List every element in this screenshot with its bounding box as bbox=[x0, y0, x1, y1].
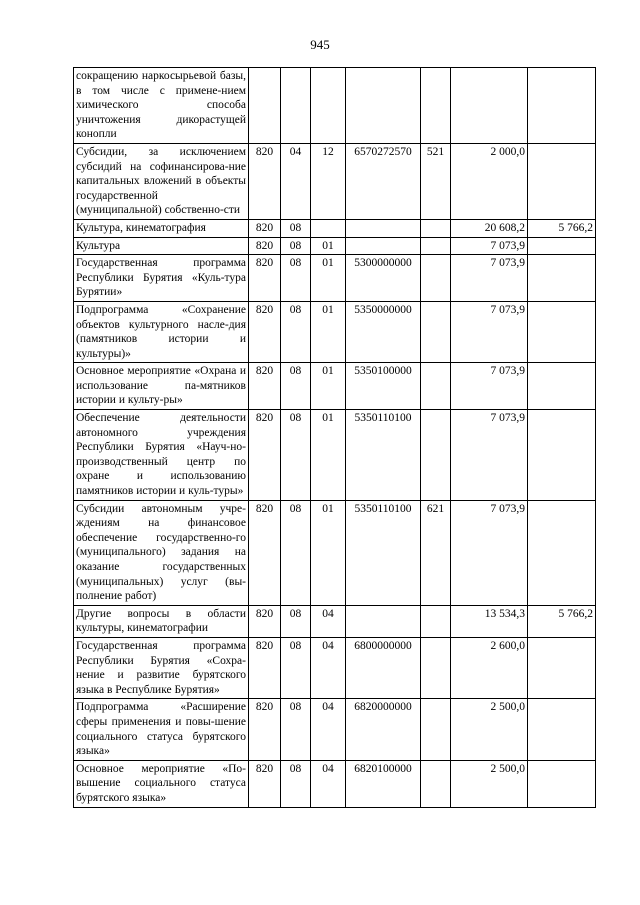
subsection-code-cell: 01 bbox=[311, 255, 346, 302]
expense-type-cell bbox=[421, 255, 451, 302]
table-row bbox=[74, 699, 596, 760]
target-article-cell bbox=[346, 605, 421, 637]
table-row bbox=[74, 637, 596, 698]
row-name-cell: сокращению наркосырьевой базы, в том числе с примене-нием химического способа уничтожения дикорастущей конопли bbox=[74, 68, 249, 144]
expense-type-cell bbox=[421, 68, 451, 144]
subvention-amount-cell bbox=[528, 237, 596, 255]
amount-cell bbox=[451, 68, 528, 144]
admin-code-cell: 820 bbox=[249, 500, 281, 605]
section-code-cell: 08 bbox=[281, 363, 311, 410]
row-name-cell: Основное мероприятие «По-вышение социального статуса бурятского языка» bbox=[74, 760, 249, 807]
expense-type-cell bbox=[421, 410, 451, 501]
section-code-cell: 08 bbox=[281, 500, 311, 605]
amount-cell: 13 534,3 bbox=[451, 605, 528, 637]
expense-type-cell bbox=[421, 301, 451, 362]
expense-type-cell bbox=[421, 637, 451, 698]
table-row bbox=[74, 760, 596, 807]
subvention-amount-cell bbox=[528, 143, 596, 219]
row-name-cell: Субсидии, за исключением субсидий на софинансирова-ние капитальных вложений в объекты государственной (муниципальной) собственно-сти bbox=[74, 143, 249, 219]
target-article-cell bbox=[346, 237, 421, 255]
subvention-amount-cell bbox=[528, 500, 596, 605]
row-name-cell: Подпрограмма «Расширение сферы применения и повы-шение социального статуса бурятского языка» bbox=[74, 699, 249, 760]
section-code-cell: 08 bbox=[281, 605, 311, 637]
subvention-amount-cell bbox=[528, 637, 596, 698]
section-code-cell: 08 bbox=[281, 237, 311, 255]
section-code-cell: 04 bbox=[281, 143, 311, 219]
amount-cell: 2 500,0 bbox=[451, 760, 528, 807]
admin-code-cell: 820 bbox=[249, 219, 281, 237]
target-article-cell: 5350100000 bbox=[346, 363, 421, 410]
row-name-cell: Государственная программа Республики Бурятия «Куль-тура Бурятии» bbox=[74, 255, 249, 302]
subsection-code-cell: 04 bbox=[311, 637, 346, 698]
subsection-code-cell: 04 bbox=[311, 605, 346, 637]
budget-table bbox=[73, 67, 596, 808]
row-name-cell: Культура, кинематография bbox=[74, 219, 249, 237]
admin-code-cell: 820 bbox=[249, 760, 281, 807]
table-row bbox=[74, 237, 596, 255]
subsection-code-cell bbox=[311, 68, 346, 144]
target-article-cell: 6800000000 bbox=[346, 637, 421, 698]
expense-type-cell bbox=[421, 760, 451, 807]
target-article-cell: 6820100000 bbox=[346, 760, 421, 807]
row-name-cell: Другие вопросы в области культуры, кинематографии bbox=[74, 605, 249, 637]
admin-code-cell bbox=[249, 68, 281, 144]
admin-code-cell: 820 bbox=[249, 637, 281, 698]
amount-cell: 7 073,9 bbox=[451, 237, 528, 255]
table-row bbox=[74, 500, 596, 605]
target-article-cell: 5350000000 bbox=[346, 301, 421, 362]
section-code-cell: 08 bbox=[281, 255, 311, 302]
table-row bbox=[74, 410, 596, 501]
subsection-code-cell: 01 bbox=[311, 410, 346, 501]
target-article-cell: 6820000000 bbox=[346, 699, 421, 760]
expense-type-cell bbox=[421, 605, 451, 637]
admin-code-cell: 820 bbox=[249, 143, 281, 219]
row-name-cell: Культура bbox=[74, 237, 249, 255]
admin-code-cell: 820 bbox=[249, 301, 281, 362]
subsection-code-cell: 04 bbox=[311, 699, 346, 760]
subsection-code-cell: 01 bbox=[311, 237, 346, 255]
subvention-amount-cell bbox=[528, 760, 596, 807]
amount-cell: 7 073,9 bbox=[451, 500, 528, 605]
amount-cell: 2 000,0 bbox=[451, 143, 528, 219]
section-code-cell: 08 bbox=[281, 301, 311, 362]
row-name-cell: Субсидии автономным учре-ждениям на финансовое обеспечение государственно-го (муниципального) задания на оказание государственных (муниципальных) услуг (вы-полнение работ) bbox=[74, 500, 249, 605]
row-name-cell: Подпрограмма «Сохранение объектов культурного насле-дия (памятников истории и культуры)» bbox=[74, 301, 249, 362]
admin-code-cell: 820 bbox=[249, 605, 281, 637]
expense-type-cell bbox=[421, 219, 451, 237]
amount-cell: 7 073,9 bbox=[451, 363, 528, 410]
subvention-amount-cell bbox=[528, 410, 596, 501]
expense-type-cell: 521 bbox=[421, 143, 451, 219]
row-name-cell: Обеспечение деятельности автономного учреждения Республики Бурятия «Науч-но-производственный центр по охране и использованию памятников истории и куль-туры» bbox=[74, 410, 249, 501]
target-article-cell: 6570272570 bbox=[346, 143, 421, 219]
amount-cell: 7 073,9 bbox=[451, 255, 528, 302]
subvention-amount-cell bbox=[528, 68, 596, 144]
subsection-code-cell: 12 bbox=[311, 143, 346, 219]
admin-code-cell: 820 bbox=[249, 699, 281, 760]
row-name-cell: Государственная программа Республики Бурятия «Сохра-нение и развитие бурятского языка в Республике Бурятия» bbox=[74, 637, 249, 698]
subvention-amount-cell bbox=[528, 699, 596, 760]
section-code-cell: 08 bbox=[281, 219, 311, 237]
target-article-cell: 5300000000 bbox=[346, 255, 421, 302]
subsection-code-cell: 01 bbox=[311, 500, 346, 605]
admin-code-cell: 820 bbox=[249, 363, 281, 410]
table-row bbox=[74, 143, 596, 219]
subvention-amount-cell bbox=[528, 301, 596, 362]
admin-code-cell: 820 bbox=[249, 237, 281, 255]
target-article-cell: 5350110100 bbox=[346, 500, 421, 605]
expense-type-cell bbox=[421, 699, 451, 760]
table-row bbox=[74, 301, 596, 362]
amount-cell: 2 600,0 bbox=[451, 637, 528, 698]
expense-type-cell bbox=[421, 237, 451, 255]
target-article-cell: 5350110100 bbox=[346, 410, 421, 501]
table-row bbox=[74, 363, 596, 410]
admin-code-cell: 820 bbox=[249, 255, 281, 302]
subvention-amount-cell: 5 766,2 bbox=[528, 219, 596, 237]
target-article-cell bbox=[346, 68, 421, 144]
table-row bbox=[74, 219, 596, 237]
section-code-cell: 08 bbox=[281, 637, 311, 698]
section-code-cell: 08 bbox=[281, 699, 311, 760]
admin-code-cell: 820 bbox=[249, 410, 281, 501]
page-number: 945 bbox=[310, 37, 330, 52]
subsection-code-cell: 04 bbox=[311, 760, 346, 807]
table-row bbox=[74, 605, 596, 637]
table-row bbox=[74, 68, 596, 144]
subvention-amount-cell bbox=[528, 363, 596, 410]
amount-cell: 7 073,9 bbox=[451, 301, 528, 362]
subvention-amount-cell: 5 766,2 bbox=[528, 605, 596, 637]
section-code-cell: 08 bbox=[281, 760, 311, 807]
target-article-cell bbox=[346, 219, 421, 237]
section-code-cell bbox=[281, 68, 311, 144]
table-row bbox=[74, 255, 596, 302]
amount-cell: 20 608,2 bbox=[451, 219, 528, 237]
expense-type-cell: 621 bbox=[421, 500, 451, 605]
subsection-code-cell bbox=[311, 219, 346, 237]
amount-cell: 7 073,9 bbox=[451, 410, 528, 501]
row-name-cell: Основное мероприятие «Охрана и использование па-мятников истории и культу-ры» bbox=[74, 363, 249, 410]
subvention-amount-cell bbox=[528, 255, 596, 302]
section-code-cell: 08 bbox=[281, 410, 311, 501]
subsection-code-cell: 01 bbox=[311, 363, 346, 410]
table-body bbox=[74, 68, 596, 808]
amount-cell: 2 500,0 bbox=[451, 699, 528, 760]
expense-type-cell bbox=[421, 363, 451, 410]
subsection-code-cell: 01 bbox=[311, 301, 346, 362]
